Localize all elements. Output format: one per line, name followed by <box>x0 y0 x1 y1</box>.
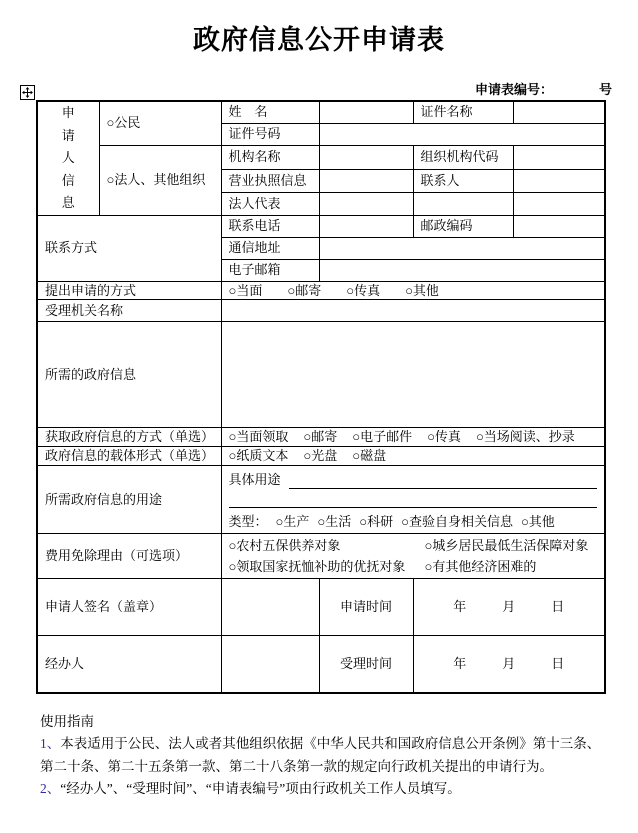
guide-item-2-number: 2、 <box>40 781 61 797</box>
guide-title: 使用指南 <box>40 713 94 729</box>
cert-no-input-cell[interactable] <box>319 123 605 145</box>
guide-item-2 <box>40 778 602 801</box>
form-number-blank[interactable] <box>553 82 599 94</box>
accept-date-fields <box>421 655 598 673</box>
radio-option-type-other[interactable]: ○其他 <box>520 513 555 529</box>
legal-rep-input-cell[interactable] <box>319 192 413 215</box>
license-label-cell: 营业执照信息 <box>221 169 319 192</box>
agency-label-cell: 受理机关名称 <box>37 300 221 322</box>
phone-input-cell[interactable] <box>319 215 413 237</box>
guide-item-1-number: 1、 <box>40 736 61 752</box>
carrier-form-options-cell <box>221 447 605 466</box>
applicant-info-section-cell <box>37 101 99 215</box>
contact-person-input-cell[interactable] <box>513 169 605 192</box>
handler-input-cell[interactable] <box>221 636 319 693</box>
cert-name-input-cell[interactable] <box>513 101 605 123</box>
radio-option-cd[interactable]: ○光盘 <box>303 448 338 464</box>
obtain-method-label-cell: 获取政府信息的方式（单选） <box>37 428 221 447</box>
signature-label-cell: 申请人签名（盖章） <box>37 579 221 636</box>
email-input-cell[interactable] <box>319 259 605 281</box>
radio-option-self-check[interactable]: ○查验自身相关信息 <box>401 513 513 529</box>
usage-second-line <box>229 489 598 511</box>
radio-option-research[interactable]: ○科研 <box>359 513 394 529</box>
obtain-method-options-cell <box>221 428 605 447</box>
cert-no-label-cell: 证件号码 <box>221 123 319 145</box>
accept-year-label: 年 <box>453 656 467 672</box>
handler-label-cell: 经办人 <box>37 636 221 693</box>
accept-day-label: 日 <box>551 656 565 672</box>
accept-month-label: 月 <box>502 656 516 672</box>
postcode-label-cell: 邮政编码 <box>413 215 513 237</box>
move-cross-icon <box>22 87 33 98</box>
radio-option-read-copy[interactable]: ○当场阅读、抄录 <box>475 429 575 445</box>
usage-label-cell: 所需政府信息的用途 <box>37 466 221 534</box>
usage-specific-line <box>229 467 598 489</box>
radio-option-email[interactable]: ○电子邮件 <box>352 429 413 445</box>
usage-type-prefix: 类型： <box>228 513 268 529</box>
application-form-table <box>36 100 606 694</box>
radio-option-pickup[interactable]: ○当面领取 <box>228 429 289 445</box>
signature-input-cell[interactable] <box>221 579 319 636</box>
phone-label-cell: 联系电话 <box>221 215 319 237</box>
apply-day-label: 日 <box>551 599 565 615</box>
apply-time-label-cell: 申请时间 <box>319 579 413 636</box>
fee-waiver-row-1 <box>229 535 598 556</box>
radio-option-mail[interactable]: ○邮寄 <box>287 282 322 298</box>
radio-option-in-person[interactable]: ○当面 <box>228 282 263 298</box>
radio-option-obtain-mail[interactable]: ○邮寄 <box>303 429 338 445</box>
radio-option-other[interactable]: ○其他 <box>405 282 439 298</box>
radio-option-paper[interactable]: ○纸质文本 <box>228 448 289 464</box>
accept-date-cell[interactable] <box>413 636 605 693</box>
address-label-cell: 通信地址 <box>221 237 319 259</box>
citizen-radio-cell[interactable]: ○公民 <box>99 101 221 145</box>
org-name-input-cell[interactable] <box>319 145 413 169</box>
usage-type-line <box>229 511 598 533</box>
apply-year-label: 年 <box>453 599 467 615</box>
radio-option-min-living-allowance[interactable]: ○城乡居民最低生活保障对象 <box>424 537 589 553</box>
org-code-label-cell: 组织机构代码 <box>413 145 513 169</box>
legal-rep-extra-cell-2[interactable] <box>513 192 605 215</box>
info-needed-label-cell: 所需的政府信息 <box>37 322 221 428</box>
name-input-cell[interactable] <box>319 101 413 123</box>
legal-rep-label-cell: 法人代表 <box>221 192 319 215</box>
agency-input-cell[interactable] <box>221 300 605 322</box>
fee-waiver-label-cell: 费用免除理由（可选项） <box>37 534 221 579</box>
carrier-form-label-cell: 政府信息的载体形式（单选） <box>37 447 221 466</box>
guide-item-1 <box>40 733 602 778</box>
legal-entity-radio-cell[interactable]: ○法人、其他组织 <box>99 145 221 215</box>
name-label-cell: 姓 名 <box>221 101 319 123</box>
usage-specific-input-line[interactable] <box>289 470 597 489</box>
radio-option-other-hardship[interactable]: ○有其他经济困难的 <box>424 558 537 574</box>
cert-name-label-cell: 证件名称 <box>413 101 513 123</box>
apply-month-label: 月 <box>502 599 516 615</box>
apply-date-fields <box>421 598 598 616</box>
form-title: 政府信息公开申请表 <box>193 25 445 55</box>
table-move-handle[interactable] <box>20 85 35 100</box>
usage-specific-label: 具体用途 <box>228 472 281 487</box>
apply-date-cell[interactable] <box>413 579 605 636</box>
license-input-cell[interactable] <box>319 169 413 192</box>
radio-option-production[interactable]: ○生产 <box>275 513 310 529</box>
accept-time-label-cell: 受理时间 <box>319 636 413 693</box>
form-number-row <box>0 82 612 98</box>
fee-waiver-row-2 <box>229 556 598 577</box>
radio-option-disk[interactable]: ○磁盘 <box>352 448 387 464</box>
form-number-suffix: 号 <box>598 82 612 97</box>
applicant-info-label: 申请人信息 <box>61 105 75 210</box>
email-label-cell: 电子邮箱 <box>221 259 319 281</box>
apply-method-label-cell: 提出申请的方式 <box>37 281 221 300</box>
contact-person-label-cell: 联系人 <box>413 169 513 192</box>
guide-item-2-text: “经办人”、“受理时间”、“申请表编号”项由行政机关工作人员填写。 <box>60 781 461 797</box>
usage-guide <box>40 711 602 801</box>
radio-option-pension-subsidy[interactable]: ○领取国家抚恤补助的优抚对象 <box>228 558 406 574</box>
address-input-cell[interactable] <box>319 237 605 259</box>
radio-option-obtain-fax[interactable]: ○传真 <box>427 429 461 445</box>
form-number-label: 申请表编号： <box>474 82 553 97</box>
radio-option-rural-five-guarantee[interactable]: ○农村五保供养对象 <box>228 537 341 553</box>
apply-method-options-cell <box>221 281 605 300</box>
guide-item-1-text: 本表适用于公民、法人或者其他组织依据《中华人民共和国政府信息公开条例》第十三条、第二十条、第二十五条第一款、第二十八条第一款的规定向行政机关提出的申请行为。 <box>40 736 601 774</box>
contact-section-cell: 联系方式 <box>37 215 221 281</box>
postcode-input-cell[interactable] <box>513 215 605 237</box>
usage-second-input-line[interactable] <box>229 489 598 508</box>
usage-content-cell <box>221 466 605 534</box>
radio-option-life[interactable]: ○生活 <box>317 513 352 529</box>
radio-option-fax[interactable]: ○传真 <box>346 282 381 298</box>
org-name-label-cell: 机构名称 <box>221 145 319 169</box>
info-needed-input-cell[interactable] <box>221 322 605 428</box>
org-code-input-cell[interactable] <box>513 145 605 169</box>
fee-waiver-options-cell <box>221 534 605 579</box>
legal-rep-extra-cell-1[interactable] <box>413 192 513 215</box>
